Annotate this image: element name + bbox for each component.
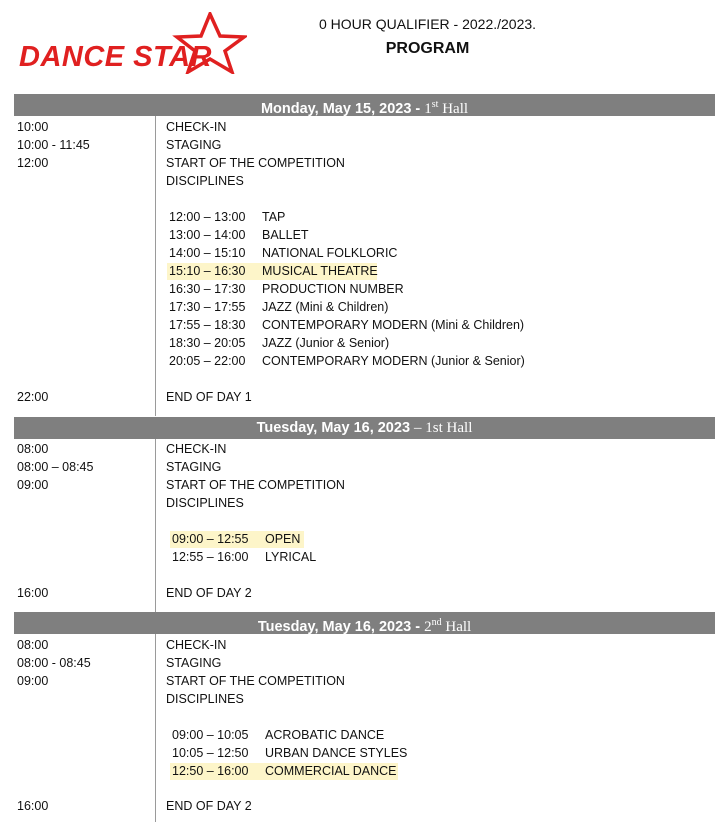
schedule-event: DISCIPLINES [166, 174, 244, 188]
discipline-name: URBAN DANCE STYLES [265, 746, 408, 760]
discipline-time: 16:30 – 17:30 [169, 282, 246, 296]
discipline-time: 12:50 – 16:00 [172, 764, 249, 778]
column-divider [155, 116, 156, 416]
day-label: Monday, May 15, 2023 - [260, 101, 425, 117]
day-header-2 [14, 417, 715, 439]
schedule-time: 08:00 - 08:45 [17, 656, 91, 670]
discipline-time: 15:10 – 16:30 [169, 264, 246, 278]
logo-wordmark: DANCE STAR [19, 41, 212, 73]
discipline-time: 20:05 – 22:00 [169, 354, 246, 368]
day-header-1 [14, 94, 715, 116]
discipline-name: COMMERCIAL DANCE [265, 764, 397, 778]
discipline-time: 18:30 – 20:05 [169, 336, 246, 350]
discipline-time: 10:05 – 12:50 [172, 746, 249, 760]
day-header-3 [14, 612, 715, 634]
schedule-time: 08:00 [17, 442, 49, 456]
schedule-event: CHECK-IN [166, 638, 227, 652]
discipline-name: LYRICAL [265, 550, 317, 564]
discipline-name: OPEN [265, 532, 301, 546]
schedule-event: STAGING [166, 138, 222, 152]
discipline-name: ACROBATIC DANCE [265, 728, 385, 742]
schedule-event: DISCIPLINES [166, 692, 244, 706]
schedule-event: START OF THE COMPETITION [166, 478, 345, 492]
discipline-time: 12:00 – 13:00 [169, 210, 246, 224]
day-label: Tuesday, May 16, 2023 [256, 420, 415, 436]
schedule-time: 10:00 - 11:45 [17, 138, 90, 152]
schedule-event: START OF THE COMPETITION [166, 156, 345, 170]
discipline-time: 09:00 – 10:05 [172, 728, 249, 742]
day-label: Tuesday, May 16, 2023 - [257, 619, 425, 635]
discipline-time: 17:30 – 17:55 [169, 300, 246, 314]
schedule-time: 10:00 [17, 120, 49, 134]
discipline-time: 14:00 – 15:10 [169, 246, 246, 260]
schedule-time: 12:00 [17, 156, 49, 170]
end-event: END OF DAY 2 [166, 799, 252, 813]
schedule-event: START OF THE COMPETITION [166, 674, 345, 688]
end-time: 16:00 [17, 799, 49, 813]
schedule-event: CHECK-IN [166, 120, 227, 134]
end-event: END OF DAY 2 [166, 586, 252, 600]
discipline-name: NATIONAL FOLKLORIC [262, 246, 398, 260]
schedule-event: CHECK-IN [166, 442, 227, 456]
discipline-name: TAP [262, 210, 286, 224]
discipline-name: BALLET [262, 228, 309, 242]
discipline-name: PRODUCTION NUMBER [262, 282, 404, 296]
discipline-name: CONTEMPORARY MODERN (Junior & Senior) [262, 354, 525, 368]
dance-star-logo [17, 12, 247, 74]
hall-label: 1st Hall [424, 99, 469, 117]
discipline-time: 12:55 – 16:00 [172, 550, 249, 564]
discipline-name: MUSICAL THEATRE [262, 264, 378, 278]
schedule-time: 09:00 [17, 478, 49, 492]
hall-label: 2nd Hall [424, 617, 472, 635]
discipline-name: JAZZ (Mini & Children) [262, 300, 389, 314]
schedule-time: 08:00 [17, 638, 49, 652]
column-divider [155, 439, 156, 612]
end-time: 16:00 [17, 586, 49, 600]
discipline-name: JAZZ (Junior & Senior) [262, 336, 390, 350]
discipline-name: CONTEMPORARY MODERN (Mini & Children) [262, 318, 525, 332]
hall-label: – 1st Hall [414, 420, 473, 436]
program-title: PROGRAM [385, 40, 470, 57]
discipline-time: 13:00 – 14:00 [169, 228, 246, 242]
schedule-event: STAGING [166, 656, 222, 670]
discipline-time: 09:00 – 12:55 [172, 532, 249, 546]
schedule-event: STAGING [166, 460, 222, 474]
end-time: 22:00 [17, 390, 49, 404]
schedule-time: 08:00 – 08:45 [17, 460, 94, 474]
qualifier-title: 0 HOUR QUALIFIER - 2022./2023. [318, 16, 537, 32]
schedule-time: 09:00 [17, 674, 49, 688]
column-divider [155, 634, 156, 822]
schedule-event: DISCIPLINES [166, 496, 244, 510]
end-event: END OF DAY 1 [166, 390, 252, 404]
discipline-time: 17:55 – 18:30 [169, 318, 246, 332]
